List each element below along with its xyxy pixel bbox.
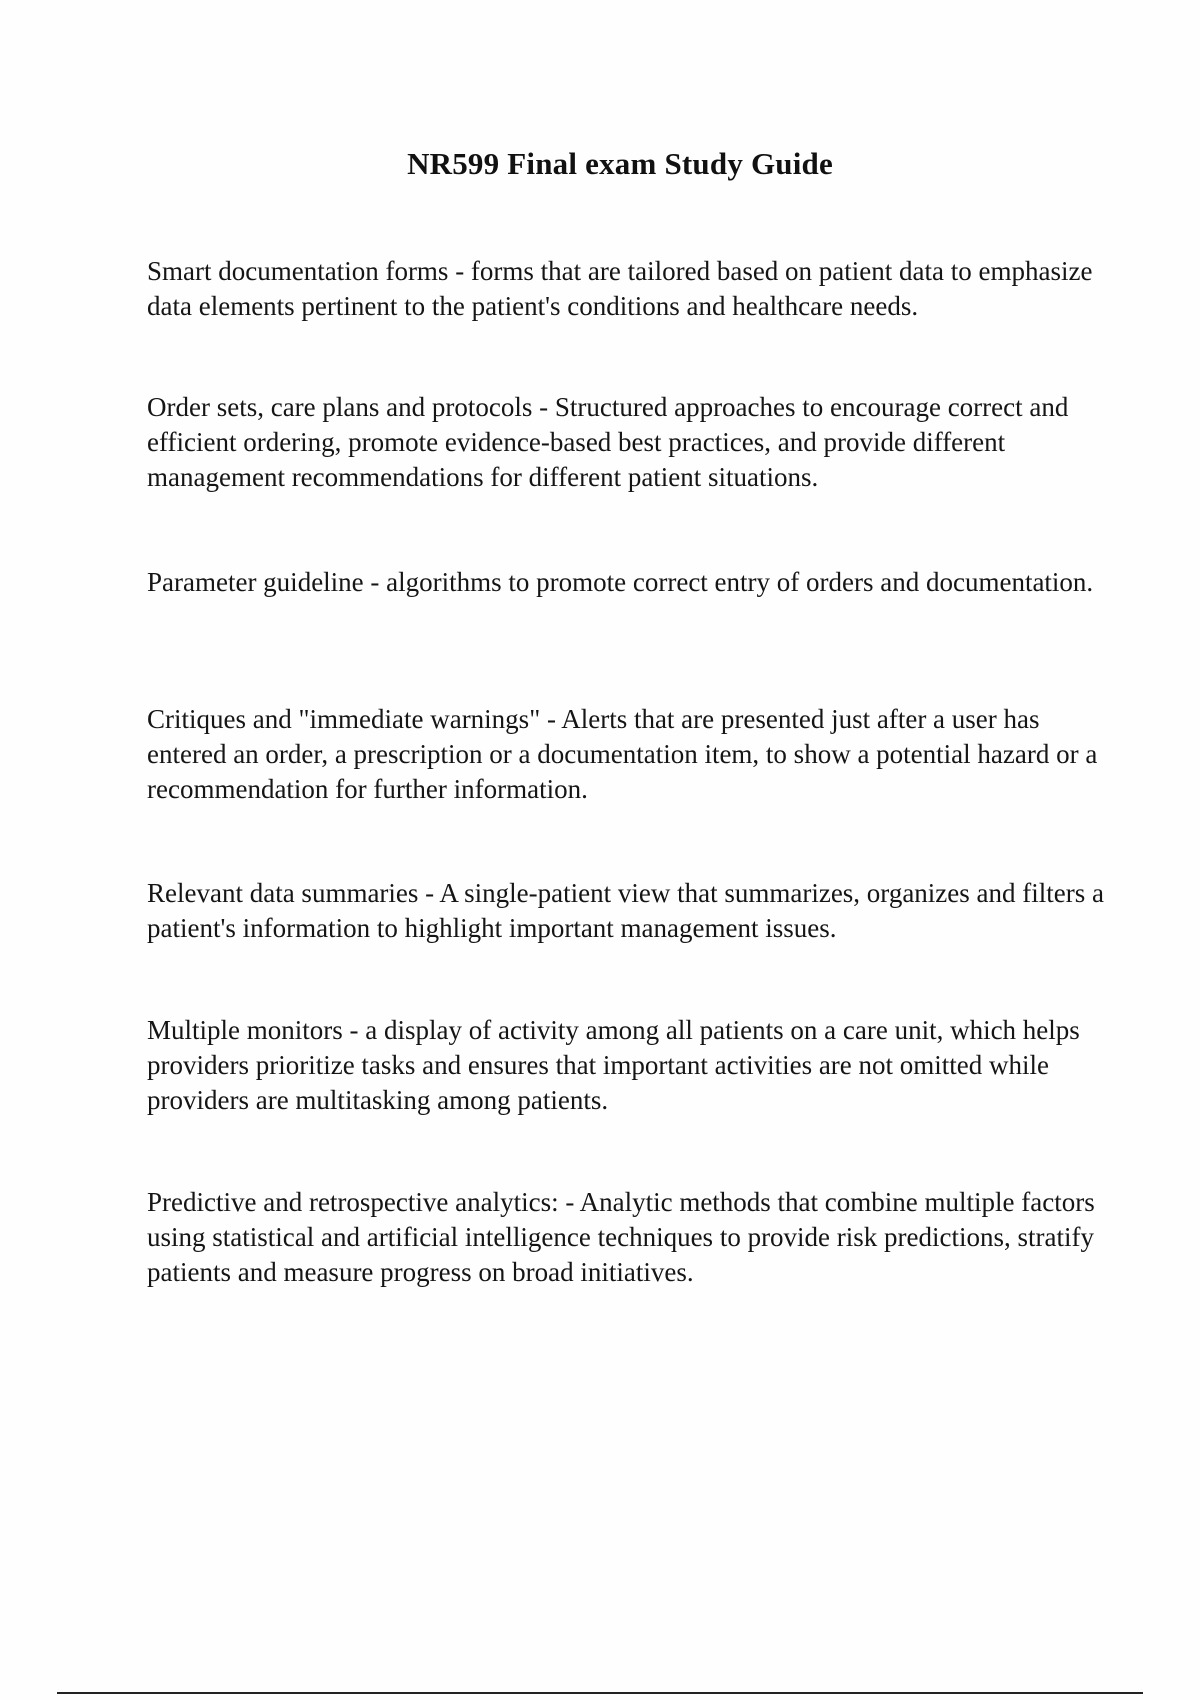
- study-entry-predictive-analytics: Predictive and retrospective analytics: - Analytic methods that combine multiple factors using statistical and artificial intelligence techniques to provide risk predictions, stratify patients and measure progress on broad initiatives.: [147, 1187, 1095, 1287]
- study-entry-critiques-warnings: Critiques and "immediate warnings" - Alerts that are presented just after a user has entered an order, a prescription or a documentation item, to show a potential hazard or a recommendation for further information.: [147, 704, 1098, 804]
- footer-divider: [57, 1692, 1143, 1694]
- document-title: NR599 Final exam Study Guide: [407, 146, 833, 181]
- study-entry-parameter-guideline: Parameter guideline - algorithms to promote correct entry of orders and documentation.: [147, 567, 1094, 597]
- study-entry-relevant-data-summaries: Relevant data summaries - A single-patient view that summarizes, organizes and filters a patient's information to highlight important management issues.: [147, 878, 1104, 943]
- study-entry-order-sets: Order sets, care plans and protocols - Structured approaches to encourage correct and efficient ordering, promote evidence-based best practices, and provide different management recommendations for different patient situations.: [147, 392, 1069, 492]
- study-entry-multiple-monitors: Multiple monitors - a display of activity among all patients on a care unit, which helps providers prioritize tasks and ensures that important activities are not omitted while providers are multitasking among patients.: [147, 1015, 1080, 1115]
- study-entry-smart-documentation-forms: Smart documentation forms - forms that are tailored based on patient data to emphasize data elements pertinent to the patient's conditions and healthcare needs.: [147, 256, 1093, 321]
